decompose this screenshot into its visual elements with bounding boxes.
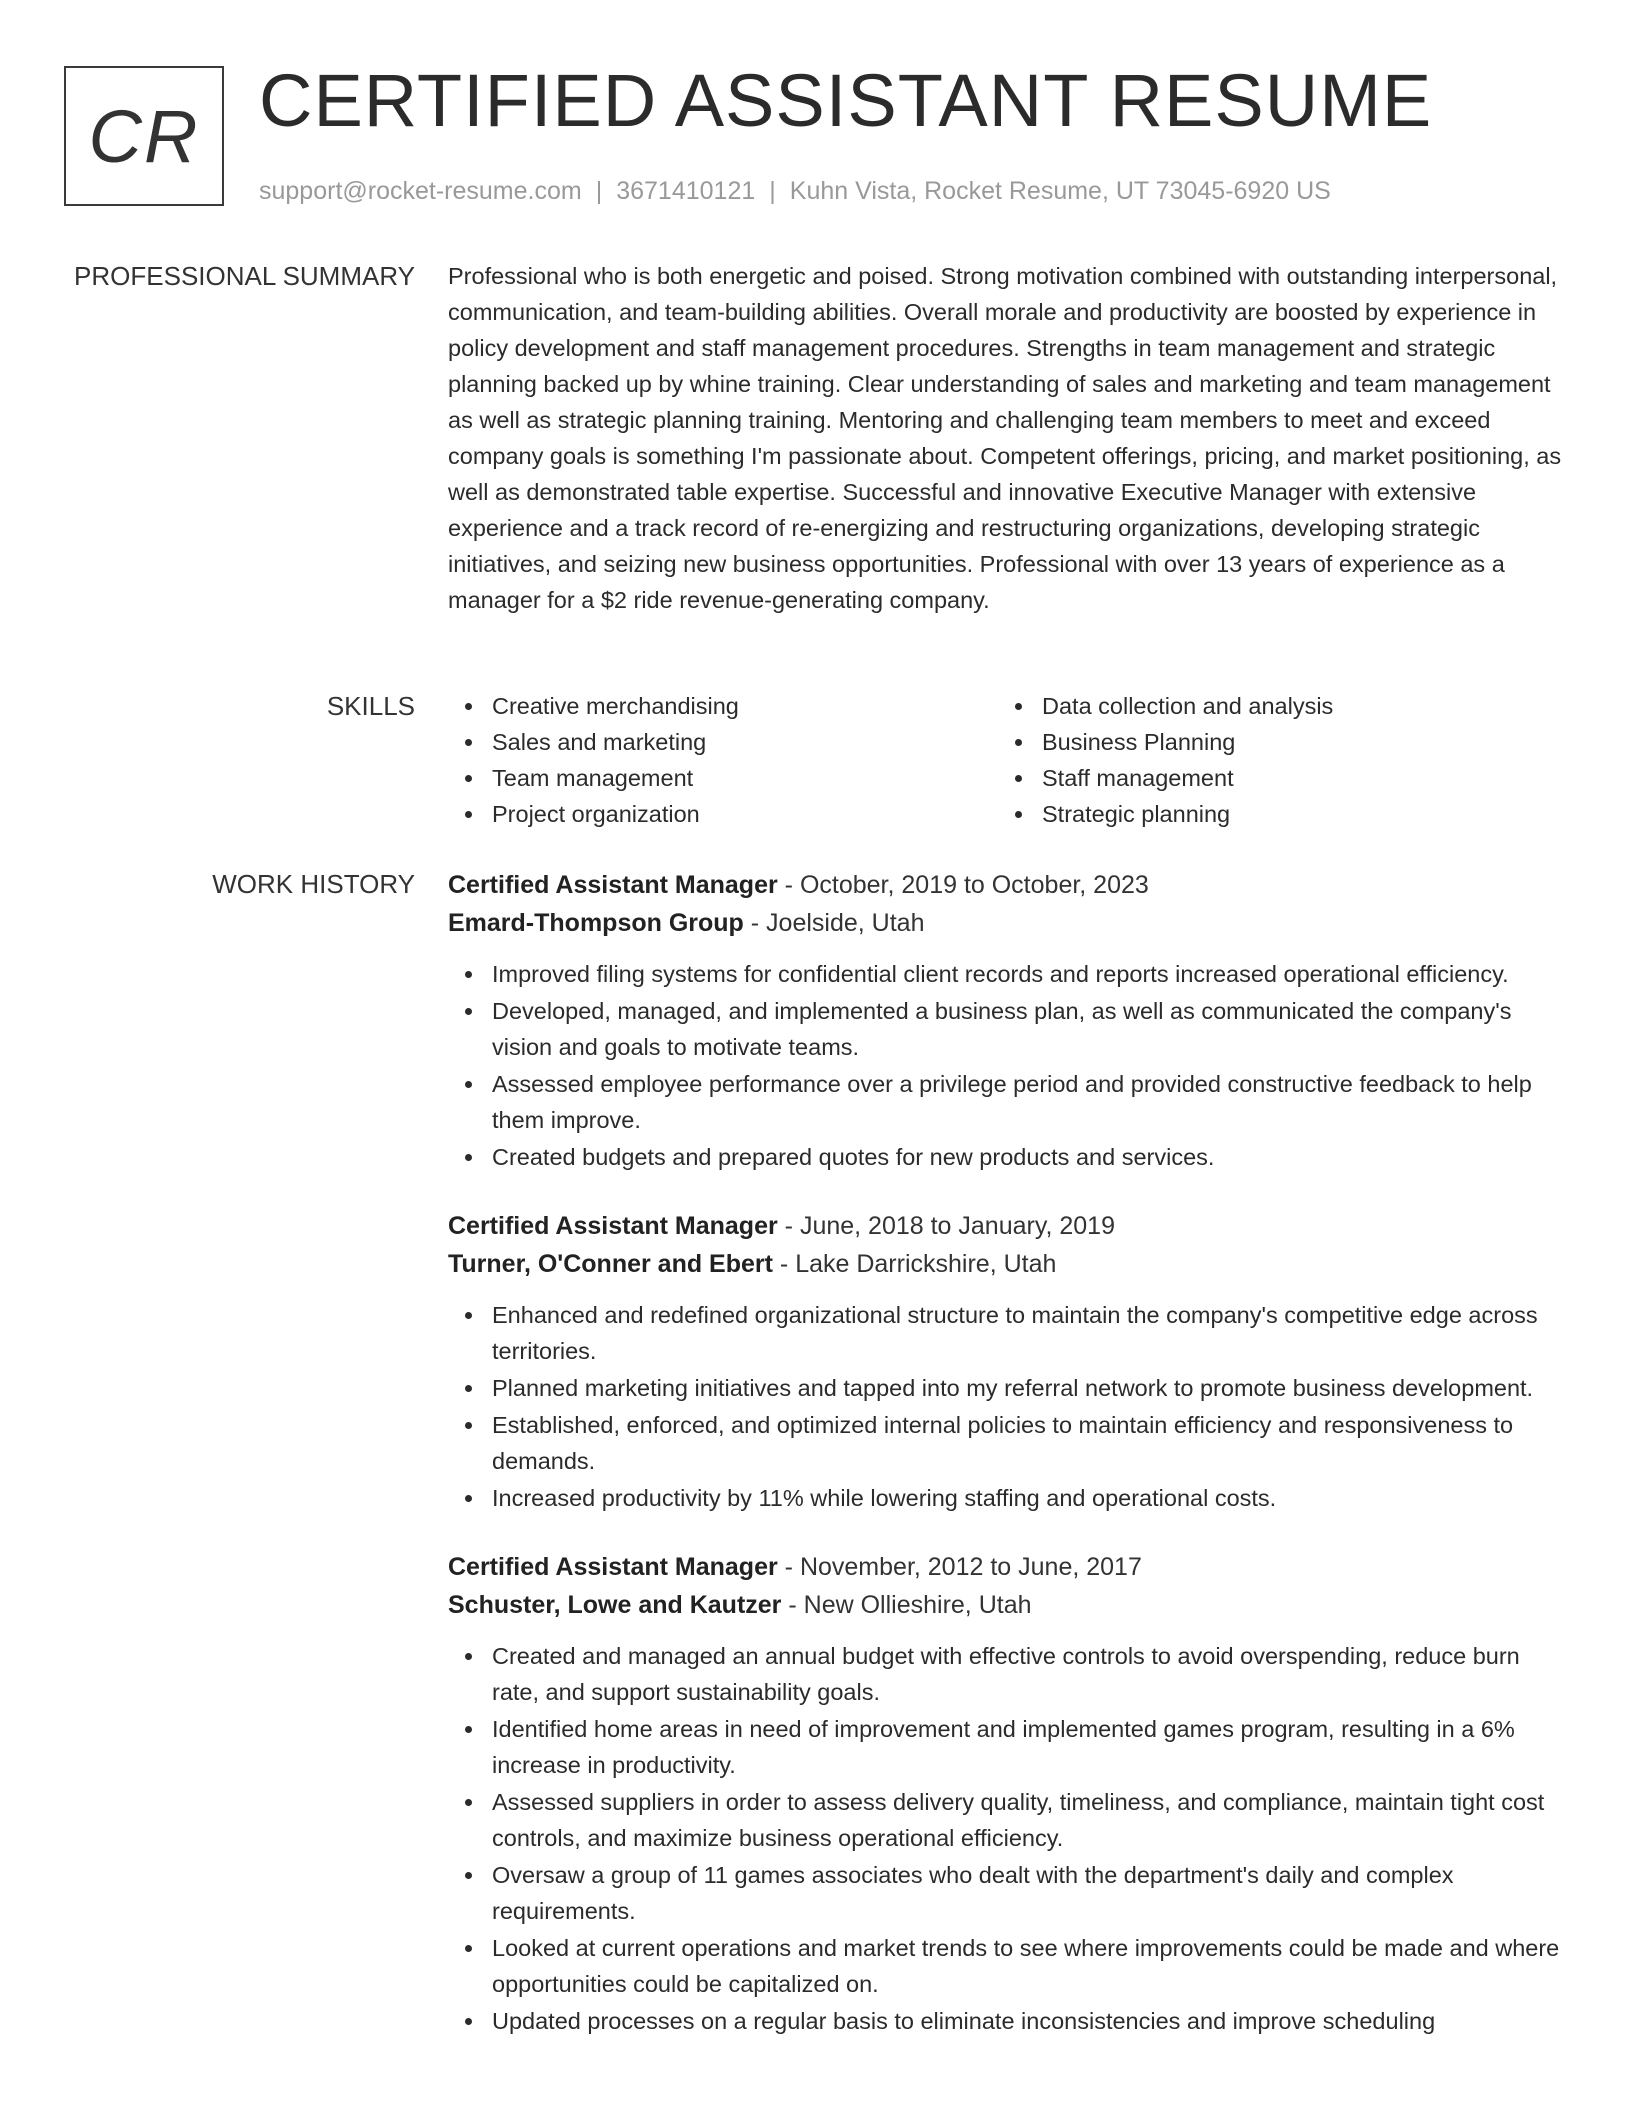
skill-item: Creative merchandising [448,688,998,724]
job-bullet: Updated processes on a regular basis to eliminate inconsistencies and improve scheduling [448,2003,1564,2039]
job-bullets [448,956,1564,1175]
job-bullet: Identified home areas in need of improvement and implemented games program, resulting in a 6% increase in productivity. [448,1711,1564,1783]
job-entry [448,1207,1564,1516]
section-title-skills: SKILLS [326,691,415,721]
job-company: Emard-Thompson Group [448,909,744,937]
job-bullet: Planned marketing initiatives and tapped into my referral network to promote business development. [448,1370,1564,1406]
summary-text: Professional who is both energetic and poised. Strong motivation combined with outstanding interpersonal, communication, and team-building abilities. Overall morale and productivity are boosted by experience in policy development and staff management procedures. Strengths in team management and strategic planning backed up by whine training. Clear understanding of sales and marketing and team management as well as strategic planning training. Mentoring and challenging team members to meet and exceed company goals is something I'm passionate about. Competent offerings, pricing, and market positioning, as well as demonstrated table expertise. Successful and innovative Executive Manager with extensive experience and a track record of re-energizing and restructuring organizations, developing strategic initiatives, and seizing new business opportunities. Professional with over 13 years of experience as a manager for a $2 ride revenue-generating company. [448,263,1562,613]
contact-separator: | [595,177,603,205]
work-body [448,866,1564,2071]
job-role-line [448,866,1564,904]
skill-item: Sales and marketing [448,724,998,760]
skill-item: Business Planning [998,724,1548,760]
job-bullet: Increased productivity by 11% while lowering staffing and operational costs. [448,1480,1564,1516]
contact-separator: | [769,177,776,205]
resume-title: CERTIFIED ASSISTANT RESUME [259,59,1433,142]
contact-phone[interactable]: 3671410121 [616,177,756,205]
summary-body [448,258,1564,618]
job-bullet: Developed, managed, and implemented a business plan, as well as communicated the company's vision and goals to motivate teams. [448,993,1564,1065]
section-title-summary: PROFESSIONAL SUMMARY [74,261,415,291]
job-bullet: Improved filing systems for confidential client records and reports increased operational efficiency. [448,956,1564,992]
job-bullet: Looked at current operations and market trends to see where improvements could be made and where opportunities could be capitalized on. [448,1930,1564,2002]
job-role: Certified Assistant Manager [448,1212,778,1240]
skill-item: Project organization [448,796,998,832]
job-company: Schuster, Lowe and Kautzer [448,1591,782,1619]
job-company: Turner, O'Conner and Ebert [448,1250,773,1278]
job-role-line [448,1548,1564,1586]
job-dates: - June, 2018 to January, 2019 [784,1212,1115,1240]
job-bullet: Assessed employee performance over a privilege period and provided constructive feedback to help them improve. [448,1066,1564,1138]
contact-email[interactable]: support@rocket-resume.com [259,177,582,205]
job-company-line [448,904,1564,942]
contact-line [259,174,1331,208]
job-bullet: Created and managed an annual budget with effective controls to avoid overspending, reduce burn rate, and support sustainability goals. [448,1638,1564,1710]
job-company-line [448,1245,1564,1283]
job-role: Certified Assistant Manager [448,871,778,899]
skill-item: Team management [448,760,998,796]
job-bullets [448,1638,1564,2039]
section-title-work: WORK HISTORY [212,869,415,899]
job-dates: - October, 2019 to October, 2023 [784,871,1149,899]
job-bullet: Created budgets and prepared quotes for new products and services. [448,1139,1564,1175]
job-bullet: Oversaw a group of 11 games associates who dealt with the department's daily and complex requirements. [448,1857,1564,1929]
job-company-line [448,1586,1564,1624]
job-dates: - November, 2012 to June, 2017 [784,1553,1142,1581]
skills-list [448,688,1564,832]
job-role-line [448,1207,1564,1245]
skill-item: Staff management [998,760,1548,796]
job-role: Certified Assistant Manager [448,1553,778,1581]
job-bullets [448,1297,1564,1516]
job-location: - Joelside, Utah [750,909,925,937]
job-entry [448,866,1564,1175]
job-location: - New Ollieshire, Utah [788,1591,1032,1619]
contact-address: Kuhn Vista, Rocket Resume, UT 73045-6920 US [789,177,1331,205]
job-bullet: Established, enforced, and optimized internal policies to maintain efficiency and responsiveness to demands. [448,1407,1564,1479]
job-location: - Lake Darrickshire, Utah [779,1250,1057,1278]
job-bullet: Enhanced and redefined organizational structure to maintain the company's competitive edge across territories. [448,1297,1564,1369]
monogram-logo: CR [64,66,224,206]
skills-body [448,688,1564,832]
job-entry [448,1548,1564,2039]
skill-item: Data collection and analysis [998,688,1548,724]
job-bullet: Assessed suppliers in order to assess delivery quality, timeliness, and compliance, maintain tight cost controls, and maximize business operational efficiency. [448,1784,1564,1856]
skill-item: Strategic planning [998,796,1548,832]
